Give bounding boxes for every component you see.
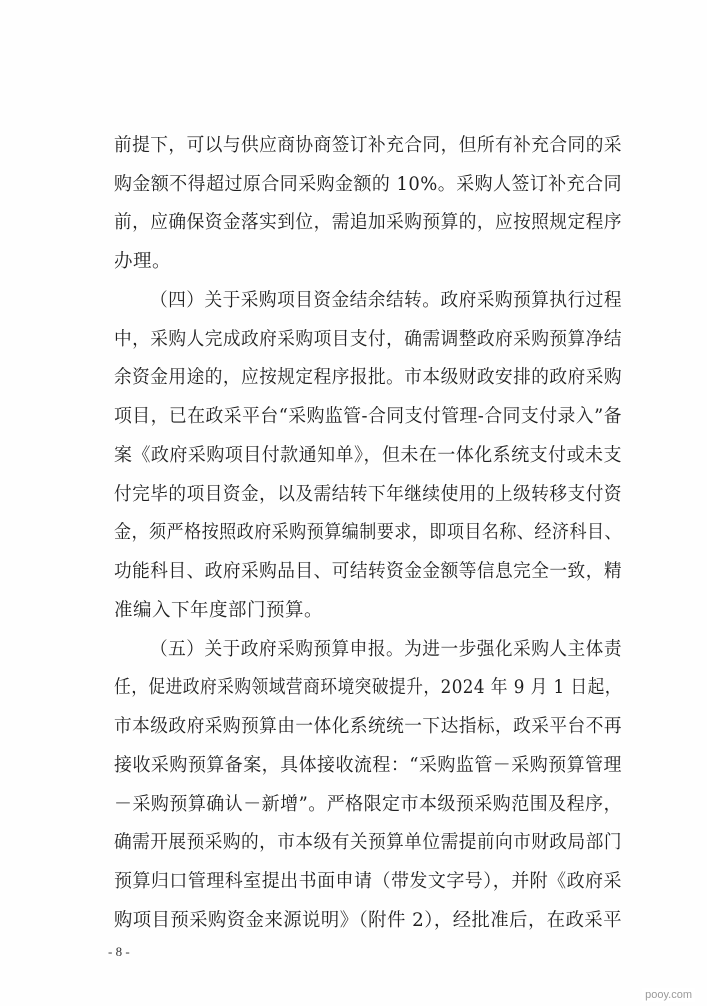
text-line: 接收采购预算备案，具体接收流程：“采购监管－采购预算管理 [114, 755, 622, 776]
text-line: 办理。 [114, 251, 172, 272]
page-number: - 8 - [108, 944, 130, 959]
text-line: 中，采购人完成政府采购项目支付，确需调整政府采购预算净结 [114, 329, 622, 350]
text-line: 项目，已在政采平台“采购监管-合同支付管理-合同支付录入”备 [114, 406, 622, 427]
text-line: 金，须严格按照政府采购预算编制要求，即项目名称、经济科目、 [114, 522, 622, 543]
text-line: 前，应确保资金落实到位，需追加采购预算的，应按照规定程序 [114, 212, 622, 233]
text-line: 任，促进政府采购领域营商环境突破提升，2024 年 9 月 1 日起， [114, 677, 622, 698]
text-line: （四）关于采购项目资金结余结转。政府采购预算执行过程 [150, 290, 622, 311]
text-line: （五）关于政府采购预算申报。为进一步强化采购人主体责 [150, 639, 622, 660]
text-line: 功能科目、政府采购品目、可结转资金金额等信息完全一致，精 [114, 561, 622, 582]
text-line: －采购预算确认－新增”。严格限定市本级预采购范围及程序， [114, 794, 622, 815]
text-line: 付完毕的项目资金，以及需结转下年继续使用的上级转移支付资 [114, 484, 622, 505]
text-line: 购项目预采购资金来源说明》（附件 2），经批准后，在政采平 [114, 910, 622, 931]
text-line: 前提下，可以与供应商协商签订补充合同，但所有补充合同的采 [114, 135, 622, 156]
watermark: pooy.com [642, 988, 695, 1002]
text-line: 准编入下年度部门预算。 [114, 600, 324, 621]
text-line: 余资金用途的，应按规定程序报批。市本级财政安排的政府采购 [114, 367, 622, 388]
text-line: 购金额不得超过原合同采购金额的 10%。采购人签订补充合同 [114, 174, 622, 195]
text-line: 确需开展预采购的，市本级有关预算单位需提前向市财政局部门 [114, 832, 622, 853]
text-line: 预算归口管理科室提出书面申请（带发文字号），并附《政府采 [114, 871, 622, 892]
text-line: 案《政府采购项目付款通知单》，但未在一体化系统支付或未支 [114, 445, 622, 466]
text-line: 市本级政府采购预算由一体化系统统一下达指标，政采平台不再 [114, 716, 622, 737]
